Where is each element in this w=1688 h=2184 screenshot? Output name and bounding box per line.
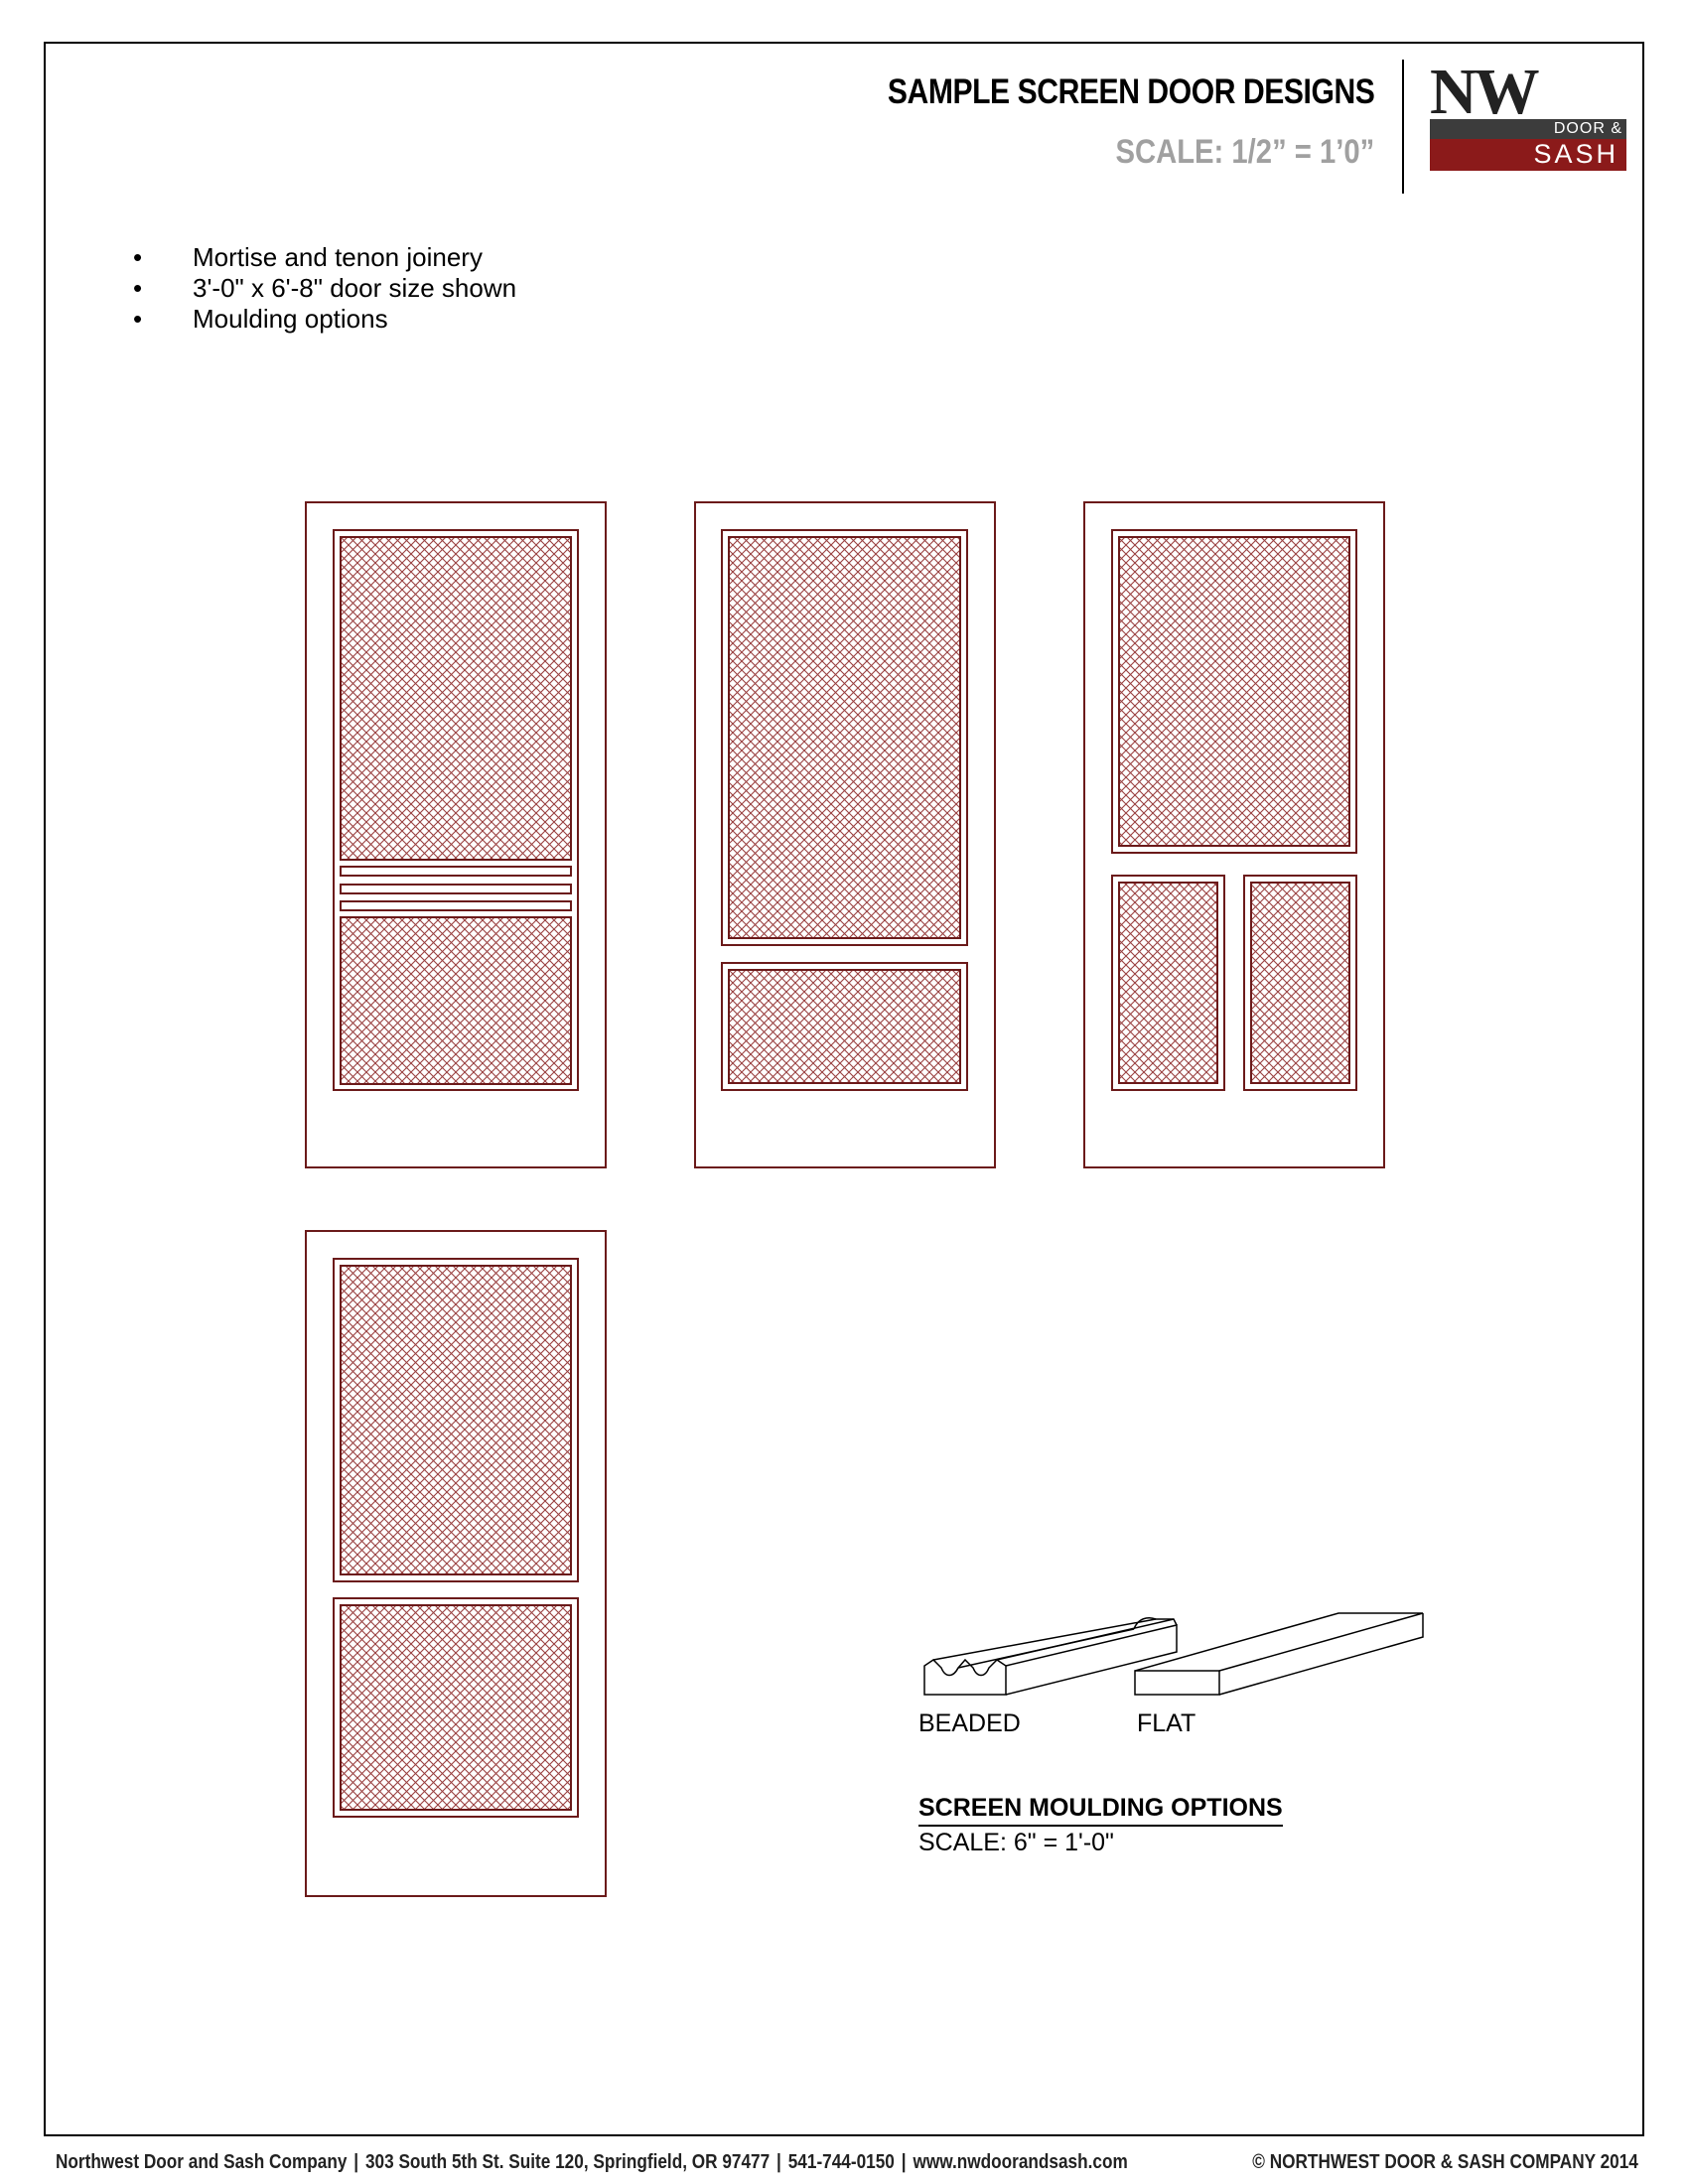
- footer-address: 303 South 5th St. Suite 120, Springfield, OR 97477: [364, 2151, 771, 2173]
- logo-sash-text: SASH: [1533, 139, 1618, 169]
- flat-label: FLAT: [1137, 1709, 1196, 1737]
- footer-phone: 541-744-0150: [787, 2151, 895, 2173]
- footer-contact: Northwest Door and Sash Company | 303 South 5th St. Suite 120, Springfield, OR 97477 | 541-744-0150 | www.nwdoorandsash.com: [56, 2151, 1128, 2173]
- page-title: SAMPLE SCREEN DOOR DESIGNS: [887, 72, 1374, 111]
- footer-copyright: © NORTHWEST DOOR & SASH COMPANY 2014: [1252, 2151, 1638, 2173]
- beaded-label: BEADED: [918, 1709, 1021, 1737]
- feature-item: • Moulding options: [133, 304, 516, 335]
- logo-nw-text: NW: [1430, 56, 1537, 128]
- feature-item: • Mortise and tenon joinery: [133, 242, 516, 273]
- footer-website[interactable]: www.nwdoorandsash.com: [913, 2151, 1128, 2173]
- logo-door-and-text: DOOR &: [1553, 120, 1622, 137]
- moulding-scale: SCALE: 6" = 1'-0": [918, 1829, 1114, 1856]
- beaded-moulding-icon: [924, 1618, 1177, 1695]
- feature-item: • 3'-0" x 6'-8" door size shown: [133, 273, 516, 304]
- drawing-scale: SCALE: 1/2” = 1’0”: [1115, 133, 1374, 171]
- flat-moulding-icon: [1135, 1613, 1423, 1695]
- moulding-section-title: SCREEN MOULDING OPTIONS: [918, 1794, 1283, 1827]
- footer-company: Northwest Door and Sash Company: [56, 2151, 348, 2173]
